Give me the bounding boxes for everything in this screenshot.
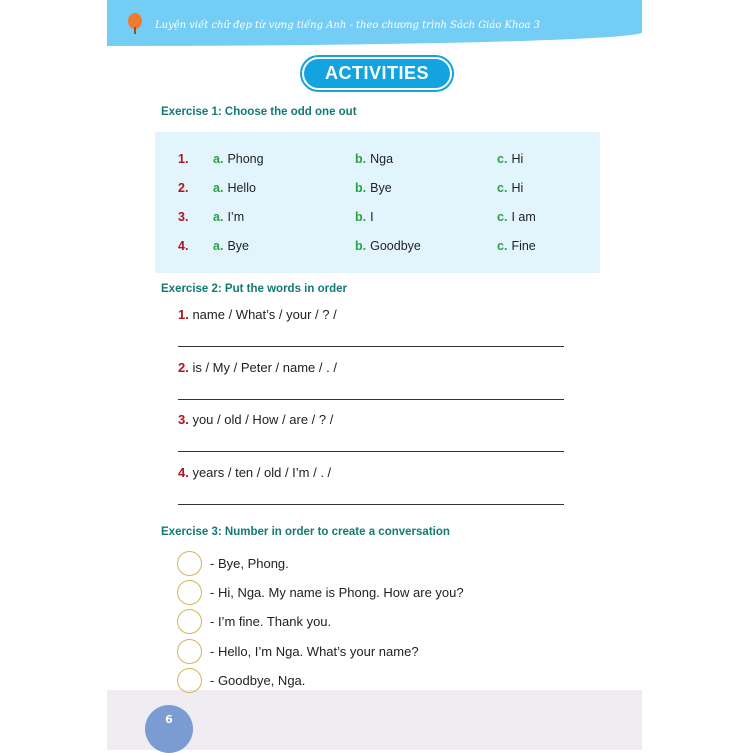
exercise1-row (155, 181, 600, 201)
option-a[interactable] (213, 239, 249, 253)
option-text: Nga (370, 152, 394, 166)
order-number-circle[interactable] (177, 551, 202, 576)
answer-line[interactable] (178, 346, 564, 347)
answer-line[interactable] (178, 451, 564, 452)
option-text: Hello (227, 181, 256, 195)
order-question (178, 412, 333, 427)
option-text: Hi (511, 152, 524, 166)
exercise1-title: Exercise 1: Choose the odd one out (161, 106, 357, 118)
item-number: 2. (178, 181, 189, 195)
option-letter: c. (497, 239, 508, 253)
item-number: 1. (178, 152, 189, 166)
option-letter: b. (355, 239, 367, 253)
answer-line[interactable] (178, 504, 564, 505)
option-text: Goodbye (370, 239, 421, 253)
option-letter: c. (497, 210, 508, 224)
option-letter: c. (497, 181, 508, 195)
option-text: Bye (227, 239, 249, 253)
option-c[interactable] (497, 210, 536, 224)
option-a[interactable] (213, 152, 264, 166)
option-text: Fine (511, 239, 536, 253)
conversation-line: - Goodbye, Nga. (210, 672, 306, 688)
option-a[interactable] (213, 181, 256, 195)
option-a[interactable] (213, 210, 244, 224)
option-letter: c. (497, 152, 508, 166)
exercise2-title: Exercise 2: Put the words in order (161, 283, 347, 295)
exercise1-row (155, 152, 600, 172)
item-number: 4. (178, 239, 189, 253)
option-c[interactable] (497, 181, 523, 195)
conversation-line: - I’m fine. Thank you. (210, 614, 332, 630)
option-letter: a. (213, 239, 224, 253)
option-text: Bye (370, 181, 392, 195)
option-letter: a. (213, 152, 224, 166)
page-number: 6 (145, 705, 193, 753)
order-question (178, 360, 337, 375)
answer-line[interactable] (178, 399, 564, 400)
section-title-badge (300, 55, 454, 92)
section-title: ACTIVITIES (304, 59, 450, 88)
option-letter: a. (213, 181, 224, 195)
order-number-circle[interactable] (177, 668, 202, 693)
item-number: 3. (178, 210, 189, 224)
header-title: Luyện viết chữ đẹp từ vựng tiếng Anh - theo chương trình Sách Giáo Khoa 3 (155, 20, 540, 31)
tree-icon (127, 12, 143, 34)
option-text: Phong (227, 152, 264, 166)
option-b[interactable] (355, 152, 393, 166)
exercise1-row (155, 210, 600, 230)
option-letter: b. (355, 210, 367, 224)
order-number-circle[interactable] (177, 639, 202, 664)
option-text: I am (511, 210, 536, 224)
conversation-line: - Hi, Nga. My name is Phong. How are you? (210, 585, 464, 601)
order-question (178, 307, 337, 322)
item-number: 3. (178, 412, 189, 427)
conversation-line: - Hello, I’m Nga. What’s your name? (210, 643, 419, 659)
option-b[interactable] (355, 239, 421, 253)
conversation-line: - Bye, Phong. (210, 556, 289, 571)
item-number: 2. (178, 359, 189, 375)
question-words: is / My / Peter / name / . / (188, 359, 337, 375)
option-letter: a. (213, 210, 224, 224)
option-c[interactable] (497, 152, 523, 166)
option-letter: b. (355, 181, 367, 195)
question-words: years / ten / old / I’m / . / (188, 464, 332, 480)
option-text: Hi (511, 181, 524, 195)
option-c[interactable] (497, 239, 536, 253)
option-letter: b. (355, 152, 367, 166)
option-b[interactable] (355, 210, 374, 224)
exercise1-row (155, 239, 600, 259)
item-number: 1. (178, 307, 189, 322)
header-band (107, 0, 642, 46)
exercise1-box (155, 132, 600, 273)
exercise3-title: Exercise 3: Number in order to create a conversation (161, 526, 450, 538)
order-question (178, 465, 331, 480)
item-number: 4. (178, 464, 189, 480)
option-b[interactable] (355, 181, 392, 195)
option-text: I’m (227, 210, 245, 224)
question-words: name / What’s / your / ? / (188, 307, 337, 322)
question-words: you / old / How / are / ? / (188, 412, 334, 427)
option-text: I (370, 210, 374, 224)
